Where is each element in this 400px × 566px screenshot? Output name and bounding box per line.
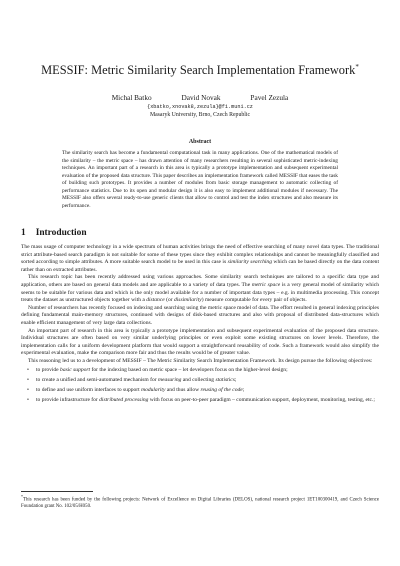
author-list xyxy=(0,93,400,102)
objectives-list xyxy=(21,367,379,405)
abstract-text: The similarity search has become a fundamental computational task in many applications. One of the mathematical models of the similarity – the metric space – has drawn attention of many researchers resulting in several sophisticated metric-indexing techniques. An important part of a research in this area is typically a prototype implementation and subsequent experimental evaluation of the proposed data structure. This paper describes an implementation framework called MESSIF that eases the task of building such prototypes. It provides a number of modules from basic storage management to automatic collecting of performance statistics. Due to its open and modular design it is also easy to implement additional modules if necessary. The MESSIF also offers several ready-to-use generic clients that allow to control and test the index structures and also measure its performance. xyxy=(62,150,338,209)
author-name: David Novak xyxy=(181,93,221,102)
footnote: *This research has been funded by the following projects: Network of Excellence on Digital Libraries (DELOS), national research project 1ET100300419, and Czech Science Foundation grant No. 102/05/H050. xyxy=(21,494,379,510)
paragraph: This research topic has been recently addressed using various approaches. Some similarity search techniques are tailored to a specific data type and application, others are based on general data models and are applicable to a variety of data types. The metric space is a very general model of similarity which seems to be suitable for various data and which is the only model available for a number of important data types – e.g. in multimedia processing. This concept treats the dataset as unstructured objects together with a distance (or dissimilarity) measure computable for every pair of objects. xyxy=(21,274,379,304)
section-heading xyxy=(21,228,87,238)
bullet-icon: • xyxy=(27,366,29,373)
author-name: Pavel Zezula xyxy=(250,93,289,102)
title-footnote-mark: * xyxy=(355,63,359,71)
bullet-icon: • xyxy=(27,376,29,383)
list-item: • to create a unified and semi-automated mechanism for measuring and collecting statistics; xyxy=(27,376,237,383)
paragraph: Number of researchers has recently focused on indexing and searching using the metric space model of data. The effort resulted in general indexing principles defining fundamental main-memory structures, continued with designs of disk-based structures and also with proposal of distributed data-structures which enable efficient management of very large data collections. xyxy=(21,304,379,326)
bullet-icon: • xyxy=(27,386,29,393)
list-item: • to provide infrastructure for distributed processing with focus on peer-to-peer paradigm – communication support, deployment, monitoring, testing, etc.; xyxy=(27,397,375,404)
section-number: 1 xyxy=(21,228,26,238)
footnote-mark: * xyxy=(21,494,23,499)
paper-title: MESSIF: Metric Similarity Search Implementation Framework* xyxy=(41,63,359,78)
paragraph: The mass usage of computer technology in a wide spectrum of human activities brings the need of effective searching of many novel data types. The traditional strict attribute-based search paradigm is not suitable for some of these types since they exhibit complex relationships and cannot be meaningfully classified and sorted according to simple attributes. A more suitable search model to be used in this case is similarity searching which can be based directly on the data content rather than on extracted attributes. xyxy=(21,244,379,273)
paragraph: This reasoning led us to a development of MESSIF – The Metric Similarity Search Implementation Framework. Its design pursue the following objectives: xyxy=(28,357,373,364)
list-item: • to define and use uniform interfaces to support modularity and thus allow reusing of the code; xyxy=(27,386,245,393)
author-name: Michal Batko xyxy=(111,93,152,102)
list-item: • to provide basic support for the indexing based on metric space – let developers focus on the higher-level design; xyxy=(27,366,288,373)
author-emails: {xbatko,xnovak8,zezula}@fi.muni.cz xyxy=(147,104,253,110)
section-title: Introduction xyxy=(35,228,87,238)
footnote-rule xyxy=(21,491,93,492)
introduction-body xyxy=(21,244,379,407)
abstract-heading: Abstract xyxy=(188,139,212,145)
paragraph: An important part of research in this area is typically a prototype implementation and subsequent experimental evaluation of the proposed data structure. Individual structures are often based on very similar underlying principles or even exploit some existing structures on lower levels. Therefore, the implementation calls for a uniform development platform that would support a straightforward reusability of code. Such a framework would also simplify the experimental evaluation, make the comparison more fair and thus the results would be of greater value. xyxy=(21,327,379,357)
author-affiliation: Masaryk University, Brno, Czech Republic xyxy=(149,112,251,118)
bullet-icon: • xyxy=(27,397,29,404)
